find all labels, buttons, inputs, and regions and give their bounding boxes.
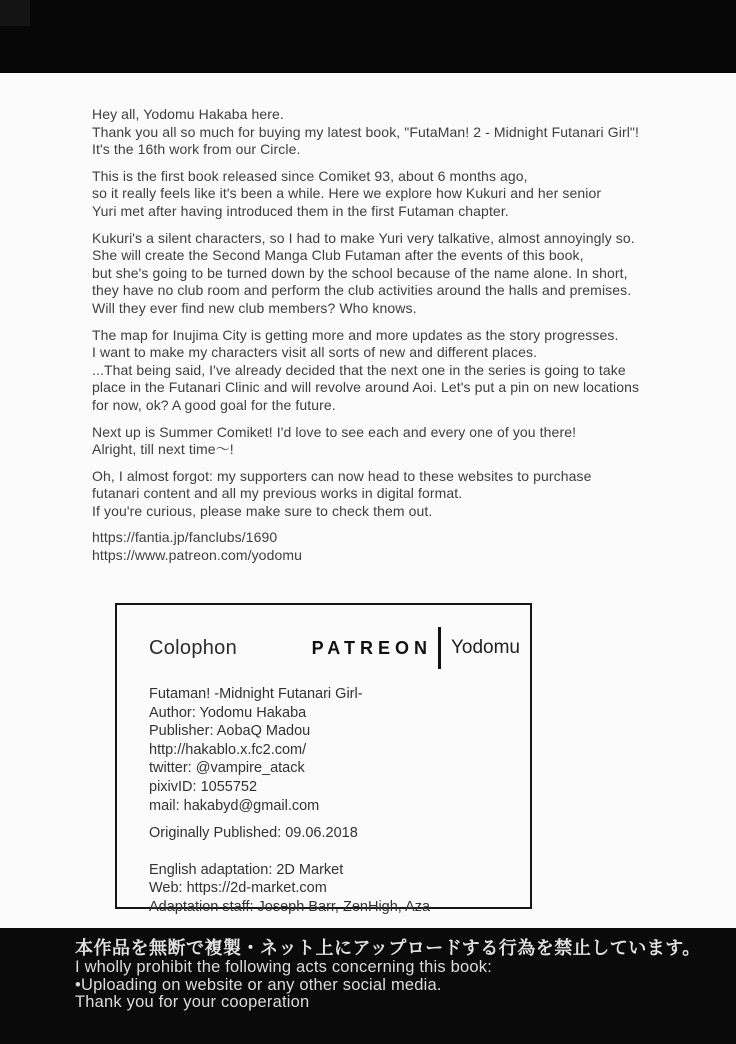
footer-english-line-2: •Uploading on website or any other social media. bbox=[75, 975, 442, 994]
afterword-paragraph-1 bbox=[92, 106, 639, 159]
footer-japanese-line: 本作品を無断で複製・ネット上にアップロードする行為を禁止しています。 bbox=[75, 938, 701, 958]
mail-line: mail: hakabyd@gmail.com bbox=[149, 797, 320, 814]
text-line: Kukuri's a silent characters, so I had to make Yuri very talkative, almost annoyingly so. bbox=[92, 229, 635, 246]
colophon-group-published bbox=[149, 824, 520, 843]
creator-name: Yodomu bbox=[450, 637, 520, 658]
adaptation-web-line: Web: https://2d-market.com bbox=[149, 880, 327, 897]
text-line: This is the first book released since Comiket 93, about 6 months ago, bbox=[92, 167, 528, 184]
text-line: they have no club room and perform the club activities around the halls and premises. bbox=[92, 282, 632, 299]
colophon-box bbox=[115, 603, 532, 915]
afterword-paragraph-2 bbox=[92, 168, 639, 221]
colophon-group-adaptation bbox=[149, 861, 520, 917]
author-line: Author: Yodomu Hakaba bbox=[149, 704, 307, 721]
text-line: If you're curious, please make sure to check them out. bbox=[92, 502, 433, 519]
text-line: She will create the Second Manga Club Futaman after the events of this book, bbox=[92, 247, 584, 264]
adaptation-staff-line: Adaptation staff: Joseph Barr, ZenHigh, Aza bbox=[149, 898, 431, 915]
pixiv-line: pixivID: 1055752 bbox=[149, 778, 258, 795]
text-line: Next up is Summer Comiket! I'd love to see each and every one of you there! bbox=[92, 423, 577, 440]
text-line: Oh, I almost forgot: my supporters can now head to these websites to purchase bbox=[92, 467, 592, 484]
text-line: Will they ever find new club members? Who knows. bbox=[92, 299, 417, 316]
text-line: Thank you all so much for buying my latest book, "FutaMan! 2 - Midnight Futanari Girl"! bbox=[92, 123, 639, 140]
vertical-bar-divider bbox=[438, 627, 441, 669]
fantia-url: https://fantia.jp/fanclubs/1690 bbox=[92, 529, 278, 546]
text-line: The map for Inujima City is getting more and more updates as the story progresses. bbox=[92, 326, 619, 343]
afterword-paragraph-3 bbox=[92, 230, 639, 318]
text-line: ...That being said, I've already decided that the next one in the series is going to take bbox=[92, 361, 626, 378]
copyright-footer-bar bbox=[0, 928, 736, 1044]
adaptation-line: English adaptation: 2D Market bbox=[149, 861, 344, 878]
publisher-line: Publisher: AobaQ Madou bbox=[149, 723, 311, 740]
patreon-url: https://www.patreon.com/yodomu bbox=[92, 547, 302, 564]
afterword-paragraph-6 bbox=[92, 468, 639, 521]
text-line: I want to make my characters visit all sorts of new and different places. bbox=[92, 344, 538, 361]
patreon-wordmark: PATREON bbox=[311, 637, 432, 658]
colophon-header bbox=[149, 627, 520, 669]
book-title: Futaman! -Midnight Futanari Girl- bbox=[149, 686, 363, 702]
colophon-body bbox=[149, 685, 520, 917]
text-line: place in the Futanari Clinic and will revolve around Aoi. Let's put a pin on new locations bbox=[92, 379, 640, 396]
patreon-brand-lockup bbox=[312, 627, 520, 669]
colophon-title: Colophon bbox=[149, 636, 238, 659]
text-line: Hey all, Yodomu Hakaba here. bbox=[92, 106, 284, 122]
text-line: for now, ok? A good goal for the future. bbox=[92, 396, 336, 413]
footer-english-line-3: Thank you for your cooperation bbox=[75, 993, 310, 1011]
colophon-group-main bbox=[149, 685, 520, 815]
text-line: but she's going to be turned down by the school because of the name alone. In short, bbox=[92, 264, 628, 281]
afterword-paragraph-4 bbox=[92, 327, 639, 415]
text-line: Yuri met after having introduced them in the first Futaman chapter. bbox=[92, 202, 509, 219]
afterword-text-block bbox=[92, 106, 639, 574]
top-black-bar bbox=[0, 0, 736, 73]
text-line: It's the 16th work from our Circle. bbox=[92, 141, 301, 158]
support-links bbox=[92, 529, 639, 564]
twitter-line: twitter: @vampire_atack bbox=[149, 760, 305, 777]
text-line: Alright, till next time〜! bbox=[92, 441, 234, 458]
website-line: http://hakablo.x.fc2.com/ bbox=[149, 741, 307, 758]
text-line: so it really feels like it's been a while. Here we explore how Kukuri and her senior bbox=[92, 185, 602, 202]
text-line: futanari content and all my previous works in digital format. bbox=[92, 485, 463, 502]
footer-english-line-1: I wholly prohibit the following acts concerning this book: bbox=[75, 958, 492, 976]
published-line: Originally Published: 09.06.2018 bbox=[149, 825, 358, 842]
afterword-paragraph-5 bbox=[92, 424, 639, 459]
